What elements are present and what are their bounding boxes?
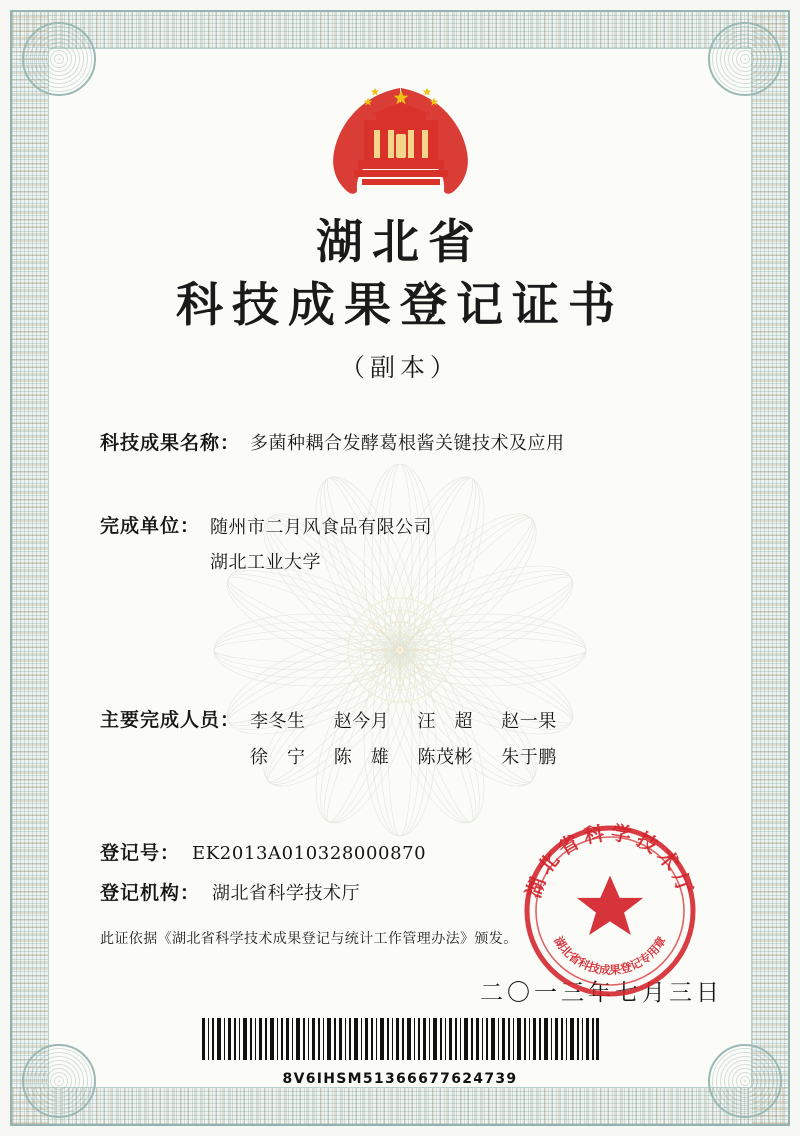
title-block — [60, 214, 740, 384]
person-name: 汪 超 — [417, 711, 473, 732]
people-list — [250, 704, 557, 776]
people-label: 主要完成人员： — [100, 709, 241, 731]
people-row — [250, 704, 557, 740]
person-name: 陈 雄 — [333, 747, 390, 768]
seal-ring-text: 湖北省科学技术厅 — [520, 820, 700, 902]
units-label: 完成单位： — [100, 515, 201, 537]
achievement-name-value: 多菌种耦合发酵葛根酱关键技术及应用 — [250, 433, 565, 454]
legal-note: 此证依据《湖北省科学技术成果登记与统计工作管理办法》颁发。 — [100, 931, 518, 947]
page-title-line2: 科技成果登记证书 — [176, 277, 624, 333]
unit-item: 随州市二月风食品有限公司 — [210, 517, 433, 538]
reg-no-label: 登记号： — [100, 842, 181, 864]
page-title-line1: 湖北省 — [316, 215, 484, 270]
certificate-content — [60, 56, 740, 1080]
border-band-top — [12, 12, 788, 48]
person-name: 赵今月 — [333, 711, 390, 732]
page-subtitle: （副本） — [339, 352, 460, 382]
border-band-left — [12, 12, 48, 1124]
person-name: 李冬生 — [250, 711, 306, 732]
person-name: 朱于鹏 — [501, 747, 557, 768]
person-name: 陈茂彬 — [417, 747, 473, 768]
issue-date: 二〇一三年七月三日 — [480, 980, 723, 1006]
person-name: 徐 宁 — [250, 747, 306, 768]
people-row — [250, 740, 557, 776]
official-seal — [515, 816, 705, 1006]
svg-text:湖北省科技成果登记专用章 — [551, 934, 669, 978]
field-main-contributors — [100, 704, 557, 776]
barcode-block — [195, 1018, 605, 1087]
border-band-right — [752, 12, 788, 1124]
field-registration-number — [100, 838, 426, 865]
barcode-number: 8V6IHSM51366677624739 — [282, 1071, 518, 1087]
border-band-bottom — [12, 1088, 788, 1124]
seal-bottom-text: 湖北省科技成果登记专用章 — [551, 933, 669, 978]
field-achievement-name — [100, 428, 565, 455]
units-list — [210, 510, 432, 580]
field-registration-organization — [100, 878, 360, 905]
achievement-name-label: 科技成果名称： — [100, 432, 241, 454]
reg-no-value: EK2013A010328000870 — [192, 843, 427, 864]
field-completing-units — [100, 510, 432, 580]
national-emblem-icon — [318, 84, 483, 204]
unit-item: 湖北工业大学 — [210, 552, 322, 574]
reg-org-value: 湖北省科学技术厅 — [212, 883, 361, 904]
barcode-icon — [200, 1018, 600, 1060]
person-name: 赵一果 — [501, 711, 557, 732]
reg-org-label: 登记机构： — [100, 882, 201, 904]
